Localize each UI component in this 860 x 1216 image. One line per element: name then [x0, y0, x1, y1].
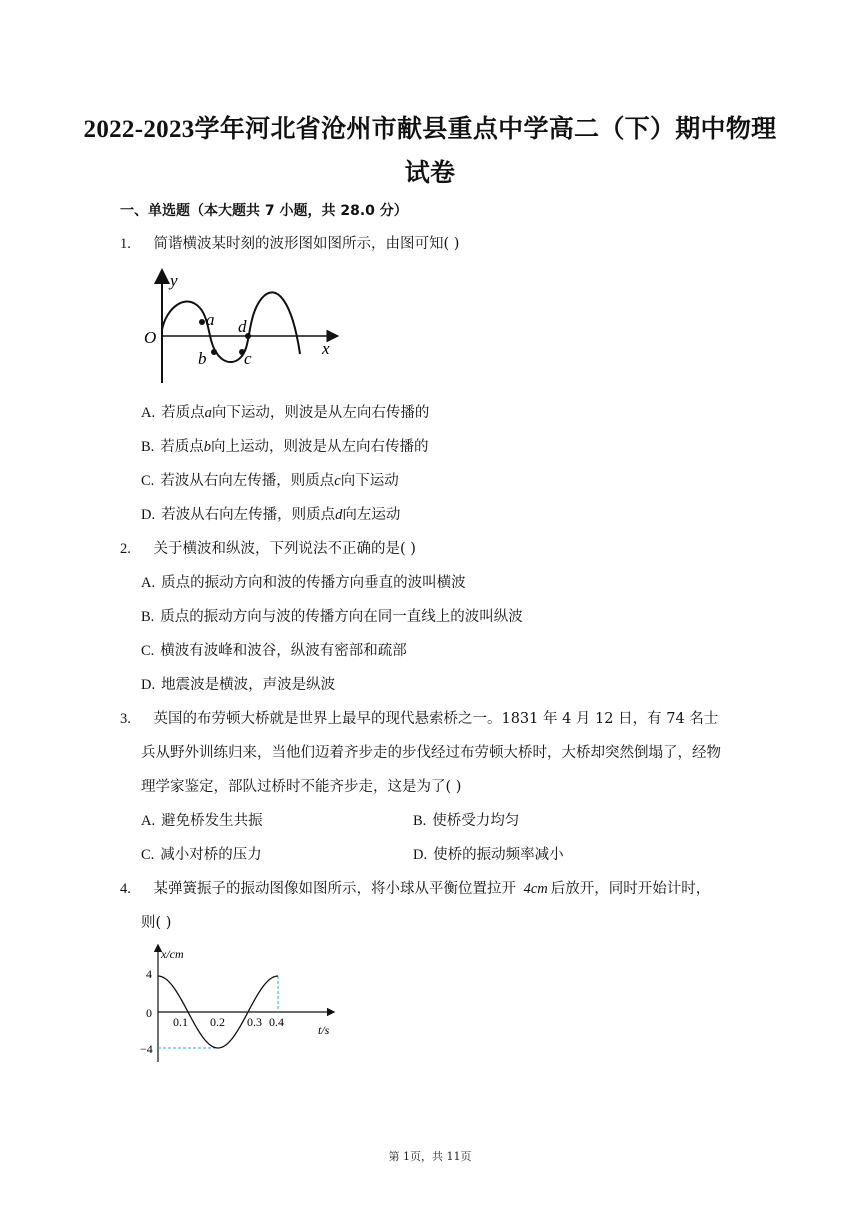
y-tick-label-0: 0	[146, 1006, 152, 1020]
option-var: a	[204, 405, 212, 421]
question-3-stem-line2: 兵从野外训练归来，当他们迈着齐步走的步伐经过布劳顿大桥时，大桥却突然倒塌了，经物	[141, 745, 721, 761]
section-heading: 一、单选题（本大题共 7 小题，共 28.0 分）	[120, 203, 408, 219]
option-var: c	[334, 473, 341, 489]
option-2b	[141, 607, 523, 627]
option-letter: D.	[141, 507, 156, 523]
option-letter: B.	[141, 439, 155, 455]
option-text-post: 向左运动	[342, 507, 401, 523]
question-3-stem-line3: 理学家鉴定，部队过桥时不能齐步走，这是为了( )	[141, 779, 462, 795]
option-letter: A.	[141, 575, 156, 591]
oscillation-chart	[128, 942, 348, 1067]
option-text-post: 向下运动，则波是从左向右传播的	[211, 405, 430, 421]
option-1c	[141, 471, 399, 491]
y-tick-label-4: 4	[146, 967, 152, 981]
option-letter: D.	[413, 847, 428, 863]
label-y: y	[170, 271, 178, 290]
point-a	[199, 319, 205, 325]
option-text: 使桥受力均匀	[432, 813, 520, 829]
wave-curve	[162, 292, 300, 362]
chart-xlabel: t/s	[318, 1023, 330, 1037]
option-text-pre: 若波从右向左传播，则质点	[160, 473, 335, 489]
y-tick-label-neg4: −4	[140, 1042, 153, 1056]
option-text: 质点的振动方向与波的传播方向在同一直线上的波叫纵波	[160, 609, 523, 625]
chart-ylabel: x/cm	[161, 947, 184, 961]
option-3b	[413, 811, 519, 831]
option-letter: D.	[141, 677, 156, 693]
option-text-post: 向下运动	[340, 473, 399, 489]
label-c: c	[244, 349, 252, 368]
question-text-pre: 某弹簧振子的振动图像如图所示，将小球从平衡位置拉开	[153, 881, 516, 897]
option-1d	[141, 505, 400, 525]
question-number: 1.	[120, 236, 131, 252]
exam-title-line1: 2022-2023学年河北省沧州市献县重点中学高二（下）期中物理	[83, 116, 777, 143]
option-text-post: 向上运动，则波是从左向右传播的	[211, 439, 429, 455]
option-text: 质点的振动方向和波的传播方向垂直的波叫横波	[161, 575, 466, 591]
x-tick-label-0.4: 0.4	[269, 1015, 284, 1029]
option-letter: A.	[141, 405, 156, 421]
label-a: a	[206, 310, 215, 329]
question-number: 2.	[120, 541, 131, 557]
question-text: 关于横波和纵波，下列说法不正确的是( )	[153, 541, 416, 557]
question-text: 英国的布劳顿大桥就是世界上最早的现代悬索桥之一。1831 年 4 月 12 日，有 74 名士	[153, 711, 719, 727]
x-tick-label-0.3: 0.3	[247, 1015, 262, 1029]
question-text: 简谐横波某时刻的波形图如图所示，由图可知( )	[153, 236, 460, 252]
question-value: 4cm	[523, 881, 548, 897]
question-4-stem-line2: 则( )	[141, 915, 172, 931]
option-text: 使桥的振动频率减小	[433, 847, 564, 863]
label-d: d	[238, 317, 247, 336]
exam-title-line2: 试卷	[404, 160, 456, 187]
option-text: 地震波是横波，声波是纵波	[161, 677, 336, 693]
option-letter: C.	[141, 473, 155, 489]
question-text-post: 后放开，同时开始计时，	[550, 881, 711, 897]
option-letter: C.	[141, 847, 155, 863]
option-letter: B.	[413, 813, 427, 829]
option-3d	[413, 845, 564, 865]
option-2d	[141, 675, 335, 695]
label-origin: O	[144, 328, 157, 347]
wave-figure	[138, 268, 348, 386]
option-letter: A.	[141, 813, 156, 829]
option-letter: B.	[141, 609, 155, 625]
question-1-stem	[120, 234, 459, 254]
question-4-stem-line1	[120, 879, 710, 899]
point-b	[211, 349, 217, 355]
question-3-stem-line1	[120, 709, 718, 729]
option-text-pre: 若波从右向左传播，则质点	[161, 507, 336, 523]
option-text: 避免桥发生共振	[161, 813, 263, 829]
label-x: x	[322, 339, 330, 358]
option-2a	[141, 573, 466, 593]
option-3c	[141, 845, 262, 865]
option-letter: C.	[141, 643, 155, 659]
option-var: b	[203, 439, 212, 455]
option-text: 横波有波峰和波谷，纵波有密部和疏部	[160, 643, 407, 659]
option-text: 减小对桥的压力	[160, 847, 262, 863]
option-text-pre: 若质点	[160, 439, 204, 455]
option-3a	[141, 811, 263, 831]
page-footer: 第 1页，共 11页	[388, 1150, 472, 1163]
question-number: 3.	[120, 711, 131, 727]
x-tick-label-0.2: 0.2	[210, 1015, 225, 1029]
x-tick-label-0.1: 0.1	[173, 1015, 188, 1029]
option-1b	[141, 437, 429, 457]
label-b: b	[198, 349, 207, 368]
question-2-stem	[120, 539, 416, 559]
option-var: d	[335, 507, 343, 523]
option-2c	[141, 641, 407, 661]
option-1a	[141, 403, 429, 423]
question-number: 4.	[120, 881, 131, 897]
option-text-pre: 若质点	[161, 405, 205, 421]
